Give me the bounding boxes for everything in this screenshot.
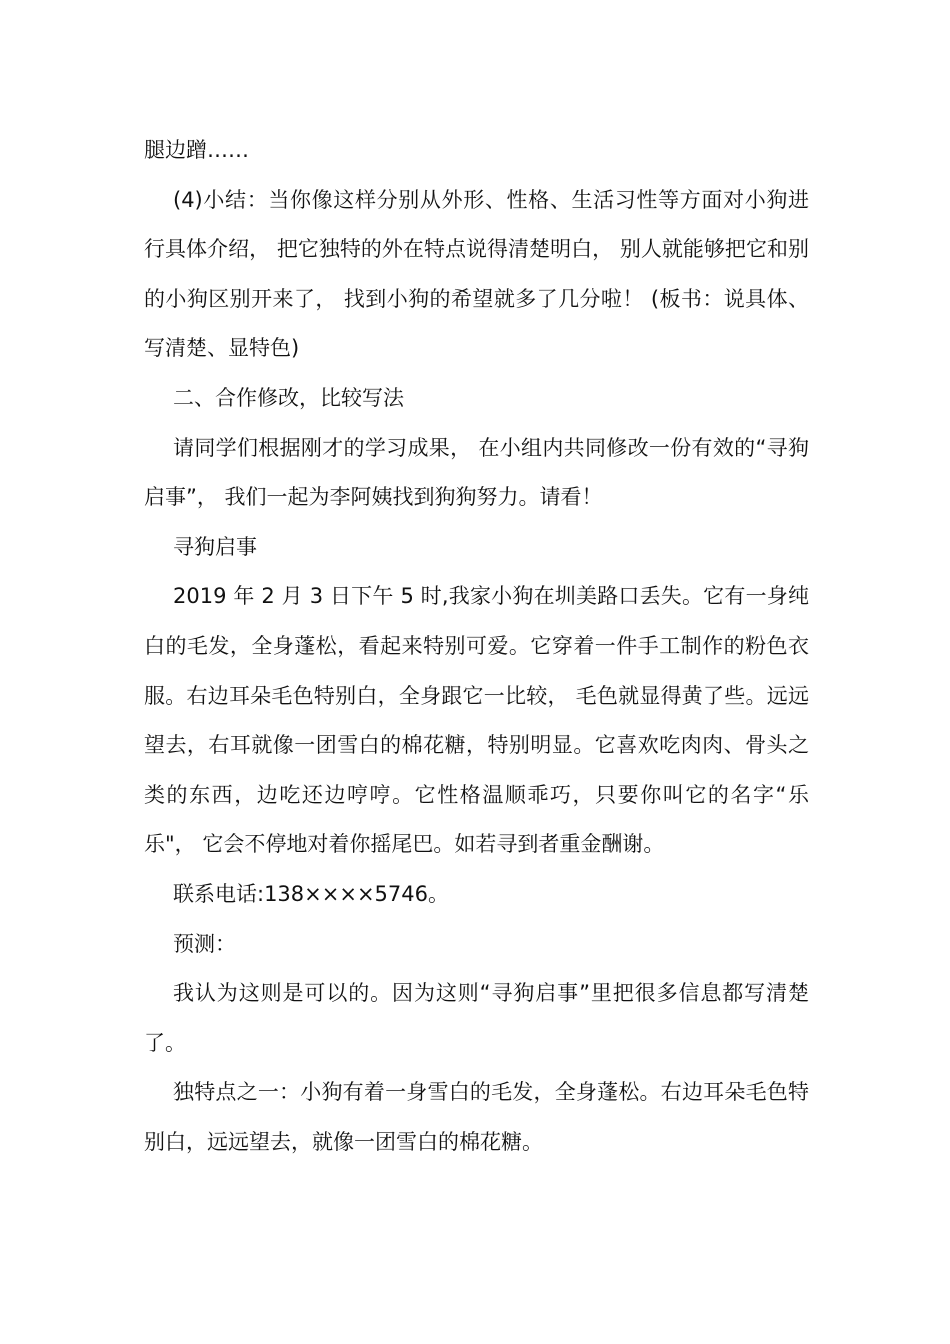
notice-title: 寻狗启事 — [173, 534, 257, 559]
paragraph-summary: (4)小结：当你像这样分别从外形、性格、生活习性等方面对小狗进行具体介绍， 把它独特的外在特点说得清楚明白， 别人就能够把它和别的小狗区别开来了， 找到小狗的希望就多了几分啦！ (板书：说具体、写清楚、显特色) — [144, 187, 809, 361]
paragraph-opinion: 我认为这则是可以的。因为这则“寻狗启事”里把很多信息都写清楚了。 — [144, 981, 809, 1055]
prediction-label: 预测： — [173, 931, 236, 956]
document-body — [144, 126, 809, 1167]
paragraph-feature-one: 独特点之一：小狗有着一身雪白的毛发，全身蓬松。右边耳朵毛色特别白，远远望去，就像一团雪白的棉花糖。 — [144, 1080, 809, 1154]
paragraph-instruction: 请同学们根据刚才的学习成果， 在小组内共同修改一份有效的“寻狗启事”， 我们一起为李阿姨找到狗狗努力。请看！ — [144, 435, 809, 510]
section-heading: 二、合作修改，比较写法 — [173, 385, 404, 410]
paragraph-continuation: 腿边蹭…… — [144, 138, 249, 162]
contact-phone: 联系电话:138××××5746。 — [173, 881, 449, 906]
notice-body: 2019 年 2 月 3 日下午 5 时,我家小狗在圳美路口丢失。它有一身纯白的毛发，全身蓬松，看起来特别可爱。它穿着一件手工制作的粉色衣服。右边耳朵毛色特别白，全身跟它一比较， 毛色就显得黄了些。远远望去，右耳就像一团雪白的棉花糖，特别明显。它喜欢吃肉肉、骨头之类的东西，边吃还边哼哼。它性格温顺乖巧，只要你叫它的名字“乐乐"， 它会不停地对着你摇尾巴。如若寻到者重金酬谢。 — [144, 584, 809, 857]
